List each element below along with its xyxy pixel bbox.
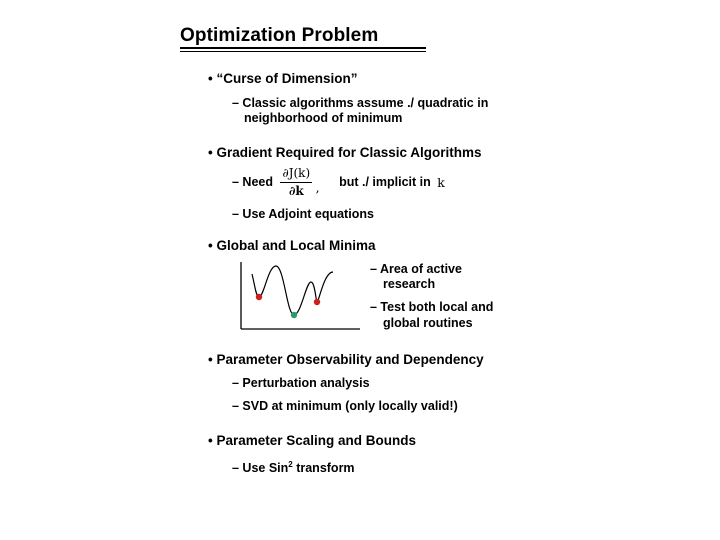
title-underline-thin — [180, 51, 426, 52]
energy-curve — [252, 266, 333, 315]
sin-suffix: transform — [292, 461, 355, 476]
gradient-numerator: ∂J(k) — [280, 166, 312, 183]
bullet-curse-of-dimension: • “Curse of Dimension” — [208, 71, 358, 86]
gradient-fraction — [280, 166, 312, 199]
page-title: Optimization Problem — [180, 25, 379, 46]
global-minimum-marker — [291, 312, 297, 318]
sub-global-routines: global routines — [383, 316, 473, 330]
sub-svd: – SVD at minimum (only locally valid!) — [232, 399, 458, 413]
sub-neighborhood: neighborhood of minimum — [244, 111, 403, 125]
local-minimum-marker — [256, 294, 262, 300]
bullet-gradient-required: • Gradient Required for Classic Algorithms — [208, 145, 482, 160]
sin-superscript: 2 — [288, 460, 293, 469]
sub-test-both: – Test both local and — [370, 300, 494, 314]
sub-research: research — [383, 277, 436, 291]
sin-prefix: – Use Sin — [232, 461, 289, 476]
title-underline — [180, 47, 426, 49]
minima-figure — [238, 258, 364, 334]
need-label: – Need — [232, 175, 273, 189]
sub-classic-algorithms: – Classic algorithms assume ./ quadratic in — [232, 96, 489, 110]
local-minimum-marker-2 — [314, 299, 320, 305]
bullet-parameter-observability: • Parameter Observability and Dependency — [208, 352, 484, 367]
sub-area-active: – Area of active — [370, 262, 462, 276]
sub-sin-transform — [232, 457, 355, 476]
gradient-denominator: ∂k — [288, 184, 304, 198]
bullet-parameter-scaling: • Parameter Scaling and Bounds — [208, 433, 417, 448]
need-comma: , — [315, 179, 320, 195]
need-tail: but ./ implicit in — [339, 175, 431, 189]
need-var: k — [437, 175, 445, 190]
sub-need-gradient — [232, 166, 445, 199]
sub-adjoint: – Use Adjoint equations — [232, 207, 374, 221]
sub-perturbation: – Perturbation analysis — [232, 376, 370, 390]
bullet-global-local-minima: • Global and Local Minima — [208, 238, 376, 253]
